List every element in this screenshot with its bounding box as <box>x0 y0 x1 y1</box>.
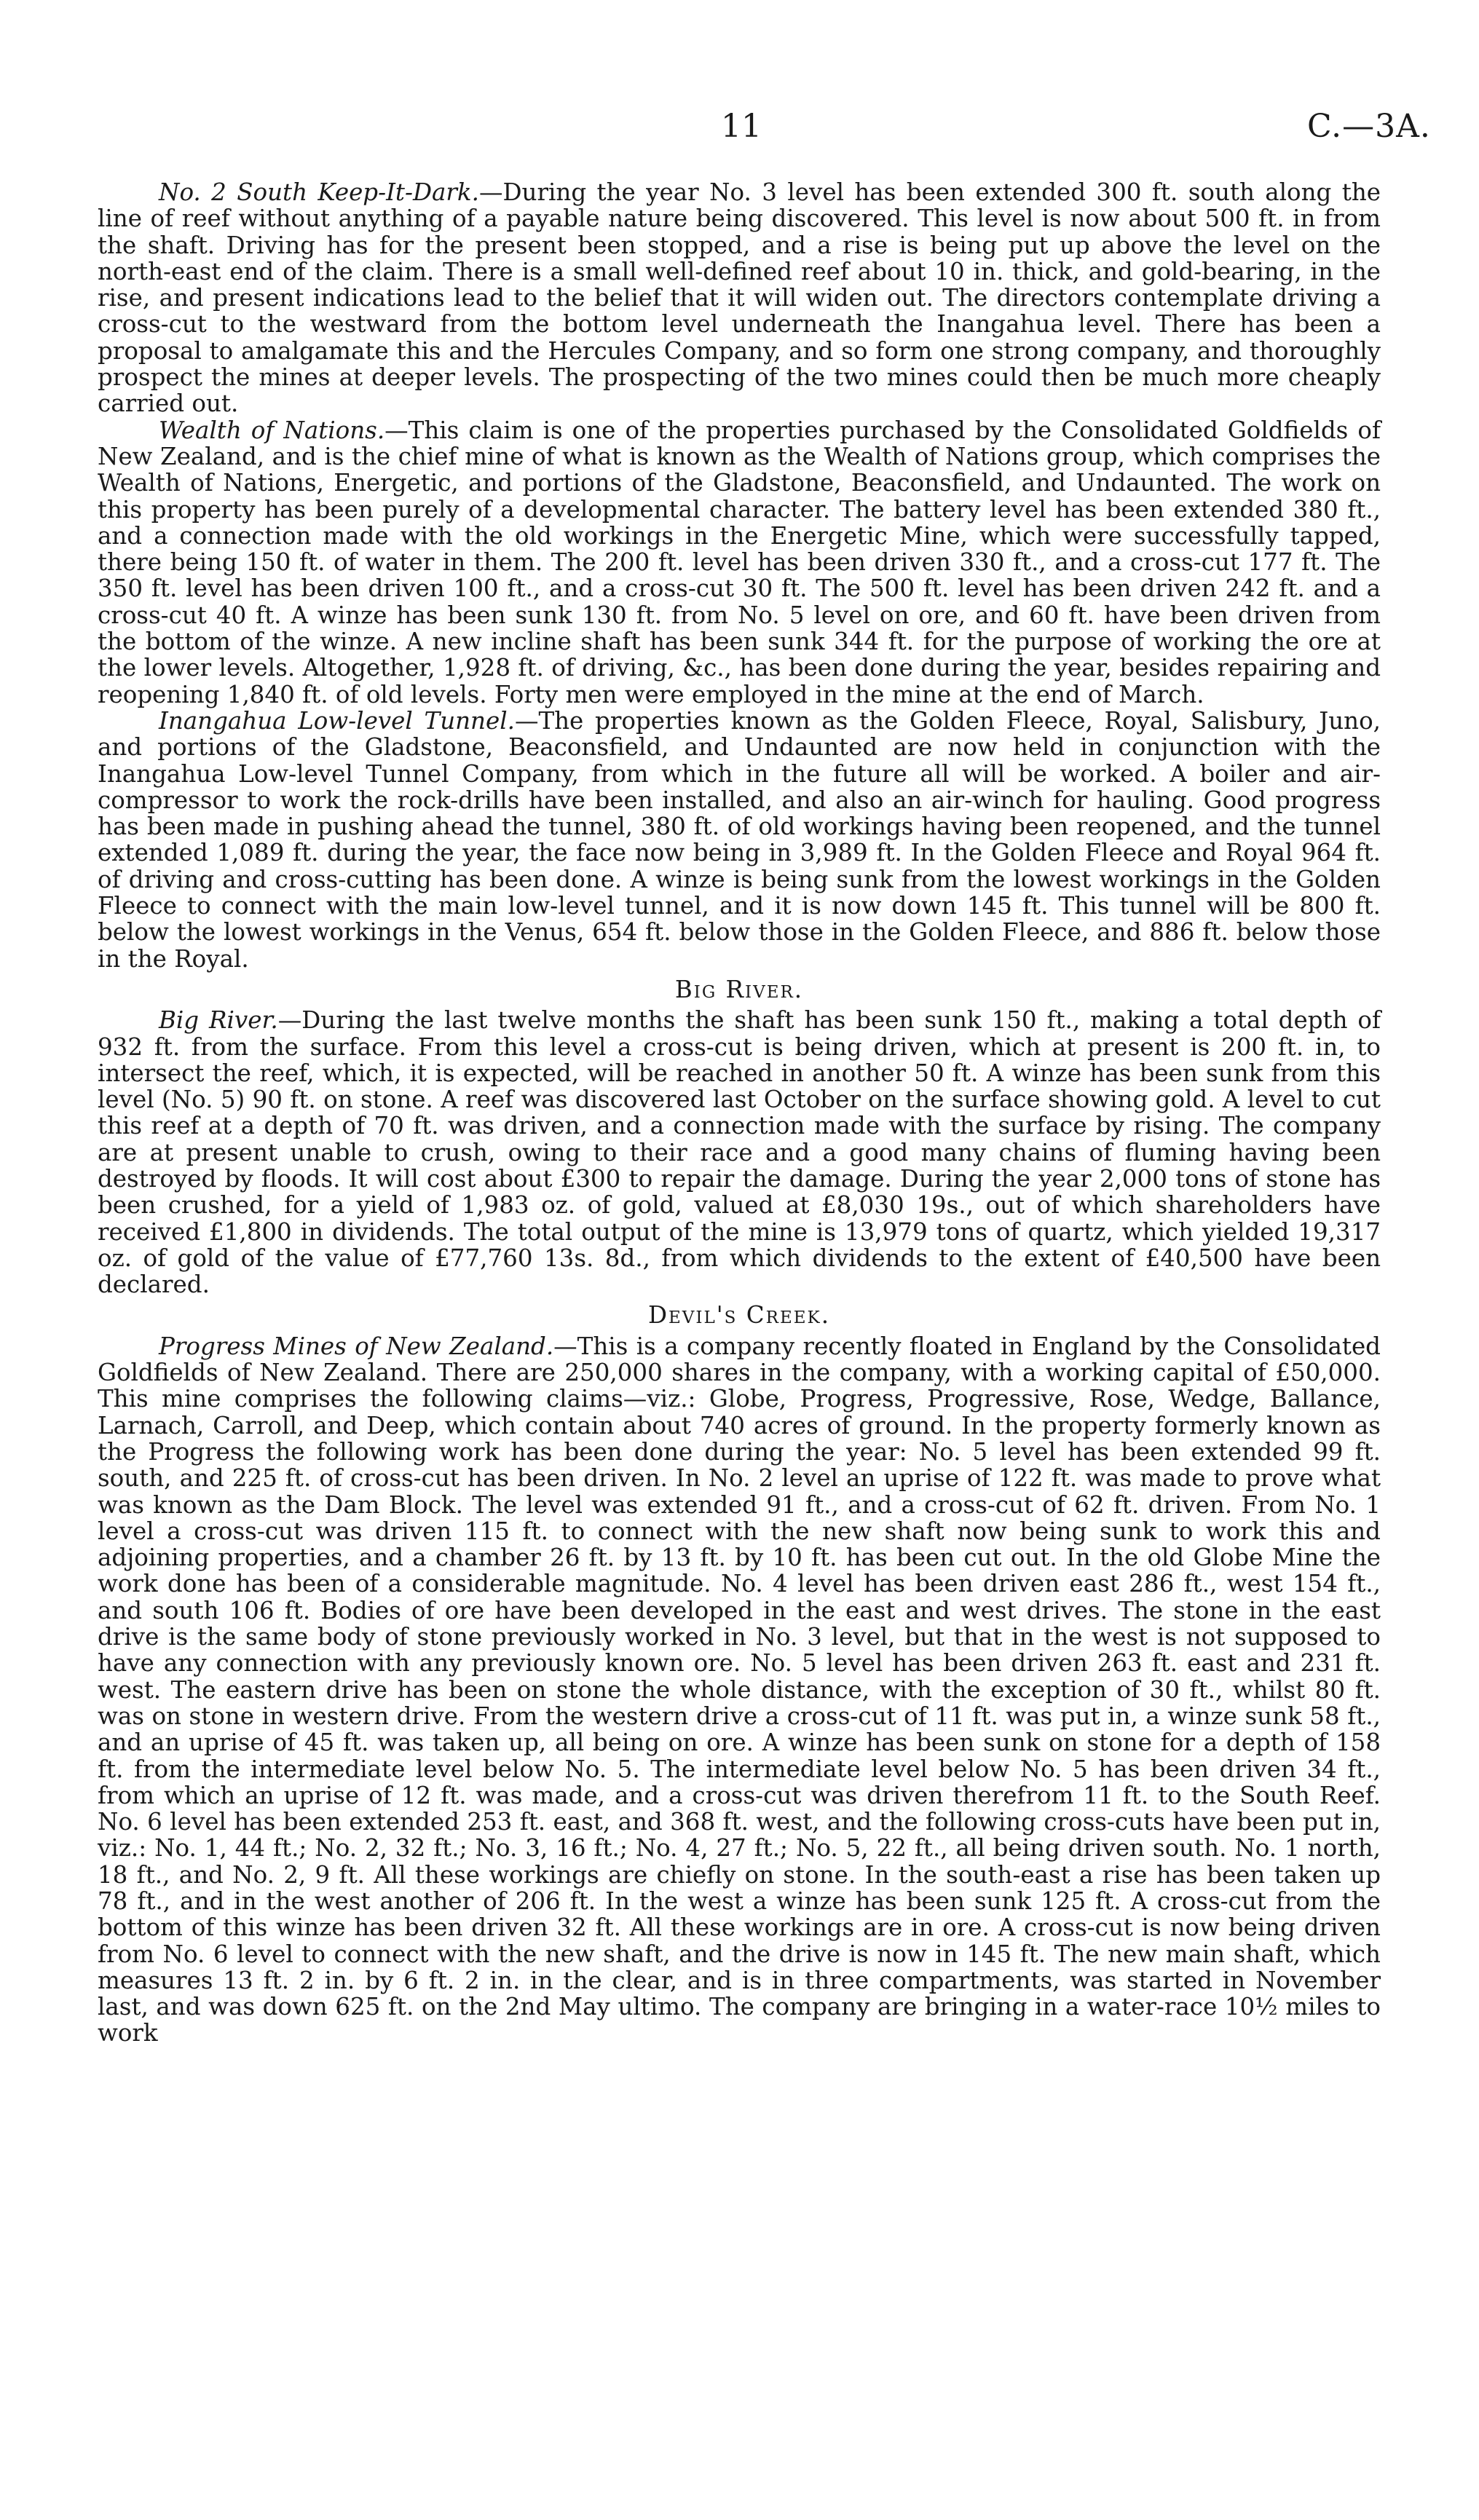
paragraph-text: —This is a company recently floated in England by the Consolidated Goldfields of New Zealand. There are 250,000 shares in the company, with a working capital of £50,000. This mine comprises the following claims—viz.: Globe, Progress, Progressive, Rose, Wedge, Ballance, Larnach, Carroll, and Deep, which contain about 740 acres of ground. In the property formerly known as the Progress the following work has been done during the year: No. 5 level has been extended 99 ft. south, and 225 ft. of cross-cut has been driven. In No. 2 level an uprise of 122 ft. was made to prove what was known as the Dam Block. The level was extended 91 ft., and a cross-cut of 62 ft. driven. From No. 1 level a cross-cut was driven 115 ft. to connect with the new shaft now being sunk to work this and adjoining properties, and a chamber 26 ft. by 13 ft. by 10 ft. has been cut out. In the old Globe Mine the work done has been of a considerable magnitude. No. 4 level has been driven east 286 ft., west 154 ft., and south 106 ft. Bodies of ore have been developed in the east and west drives. The stone in the east drive is the same body of stone previously worked in No. 3 level, but that in the west is not supposed to have any connection with any previously known ore. No. 5 level has been driven 263 ft. east and 231 ft. west. The eastern drive has been on stone the whole distance, with the exception of 30 ft., whilst 80 ft. was on stone in western drive. From the western drive a cross-cut of 11 ft. was put in, a winze sunk 58 ft., and an uprise of 45 ft. was taken up, all being on ore. A winze has been sunk on stone for a depth of 158 ft. from the intermediate level below No. 5. The intermediate level below No. 5 has been driven 34 ft., from which an uprise of 12 ft. was made, and a cross-cut was driven therefrom 11 ft. to the South Reef. No. 6 level has been extended 253 ft. east, and 368 ft. west, and the following cross-cuts have been put in, viz.: No. 1, 44 ft.; No. 2, 32 ft.; No. 3, 16 ft.; No. 4, 27 ft.; No. 5, 22 ft., all being driven south. No. 1 north, 18 ft., and No. 2, 9 ft. All these workings are chiefly on stone. In the south-east a rise has been taken up 78 ft., and in the west another of 206 ft. In the west a winze has been sunk 125 ft. A cross-cut from the bottom of this winze has been driven 32 ft. All these workings are in ore. A cross-cut is now being driven from No. 6 level to connect with the new shaft, and the drive is now in 145 ft. The new main shaft, which measures 13 ft. 2 in. by 6 ft. 2 in. in the clear, and is in three compartments, was started in November last, and was down 625 ft. on the 2nd May ultimo. The company are bringing in a water-race 10½ miles to work <box>98 1332 1381 2047</box>
paragraph-lead: No. 2 South Keep-It-Dark. <box>159 178 479 206</box>
section-heading-devils-creek: Devil's Creek. <box>647 1301 831 1330</box>
paragraph-inangahua-low-level-tunnel <box>98 708 1381 972</box>
paragraph-lead: Wealth of Nations. <box>159 416 385 444</box>
paragraph-text: —During the last twelve months the shaft has been sunk 150 ft., making a total depth of 932 ft. from the surface. From this level a cross-cut is being driven, which at present is 200 ft. in, to intersect the reef, which, it is expected, will be reached in another 50 ft. A winze has been sunk from this level (No. 5) 90 ft. on stone. A reef was discovered last October on the surface showing gold. A level to cut this reef at a depth of 70 ft. was driven, and a connection made with the surface by rising. The company are at present unable to crush, owing to their race and a good many chains of fluming having been destroyed by floods. It will cost about £300 to repair the damage. During the year 2,000 tons of stone has been crushed, for a yield of 1,983 oz. of gold, valued at £8,030 19s., out of which shareholders have received £1,800 in dividends. The total output of the mine is 13,979 tons of quartz, which yielded 19,317 oz. of gold of the value of £77,760 13s. 8d., from which dividends to the extent of £40,500 have been declared. <box>98 1006 1381 1299</box>
paragraph-lead: Progress Mines of New Zealand. <box>159 1332 554 1360</box>
paragraph-lead: Inangahua Low-level Tunnel. <box>159 706 515 735</box>
paragraph-text: —This claim is one of the properties purchased by the Consolidated Goldfields of New Zealand, and is the chief mine of what is known as the Wealth of Nations group, which comprises the Wealth of Nations, Energetic, and portions of the Gladstone, Beaconsfield, and Undaunted. The work on this property has been purely of a developmental character. The battery level has been extended 380 ft., and a connection made with the old workings in the Energetic Mine, which were successfully tapped, there being 150 ft. of water in them. The 200 ft. level has been driven 330 ft., and a cross-cut 177 ft. The 350 ft. level has been driven 100 ft., and a cross-cut 30 ft. The 500 ft. level has been driven 242 ft. and a cross-cut 40 ft. A winze has been sunk 130 ft. from No. 5 level on ore, and 60 ft. have been driven from the bottom of the winze. A new incline shaft has been sunk 344 ft. for the purpose of working the ore at the lower levels. Altogether, 1,928 ft. of driving, &c., has been done during the year, besides repairing and reopening 1,840 ft. of old levels. Forty men were employed in the mine at the end of March. <box>98 416 1381 708</box>
paragraph-wealth-of-nations <box>98 417 1381 708</box>
paragraph-text: —The properties known as the Golden Fleece, Royal, Salisbury, Juno, and portions of the Gladstone, Beaconsfield, and Undaunted are now held in conjunction with the Inangahua Low-level Tunnel Company, from which in the future all will be worked. A boiler and air-compressor to work the rock-drills have been installed, and also an air-winch for hauling. Good progress has been made in pushing ahead the tunnel, 380 ft. of old workings having been reopened, and the tunnel extended 1,089 ft. during the year, the face now being in 3,989 ft. In the Golden Fleece and Royal 964 ft. of driving and cross-cutting has been done. A winze is being sunk from the lowest workings in the Golden Fleece to connect with the main low-level tunnel, and it is now down 145 ft. This tunnel will be 800 ft. below the lowest workings in the Venus, 654 ft. below those in the Golden Fleece, and 886 ft. below those in the Royal. <box>98 706 1381 973</box>
page-header <box>0 108 1479 151</box>
page-number: 11 <box>721 108 762 145</box>
paragraph-no2-south-keep-it-dark <box>98 179 1381 417</box>
body-text <box>98 179 1381 2047</box>
paragraph-progress-mines <box>98 1333 1381 2047</box>
section-heading-big-river: Big River. <box>674 975 804 1003</box>
document-reference: C.—3A. <box>1307 108 1431 145</box>
paragraph-text: —During the year No. 3 level has been extended 300 ft. south along the line of reef without anything of a payable nature being discovered. This level is now about 500 ft. in from the shaft. Driving has for the present been stopped, and a rise is being put up above the level on the north-east end of the claim. There is a small well-defined reef about 10 in. thick, and gold-bearing, in the rise, and present indications lead to the belief that it will widen out. The directors contemplate driving a cross-cut to the westward from the bottom level underneath the Inangahua level. There has been a proposal to amalgamate this and the Hercules Company, and so form one strong company, and thoroughly prospect the mines at deeper levels. The prospecting of the two mines could then be much more cheaply carried out. <box>98 178 1381 418</box>
paragraph-big-river <box>98 1007 1381 1297</box>
paragraph-lead: Big River. <box>159 1006 278 1035</box>
